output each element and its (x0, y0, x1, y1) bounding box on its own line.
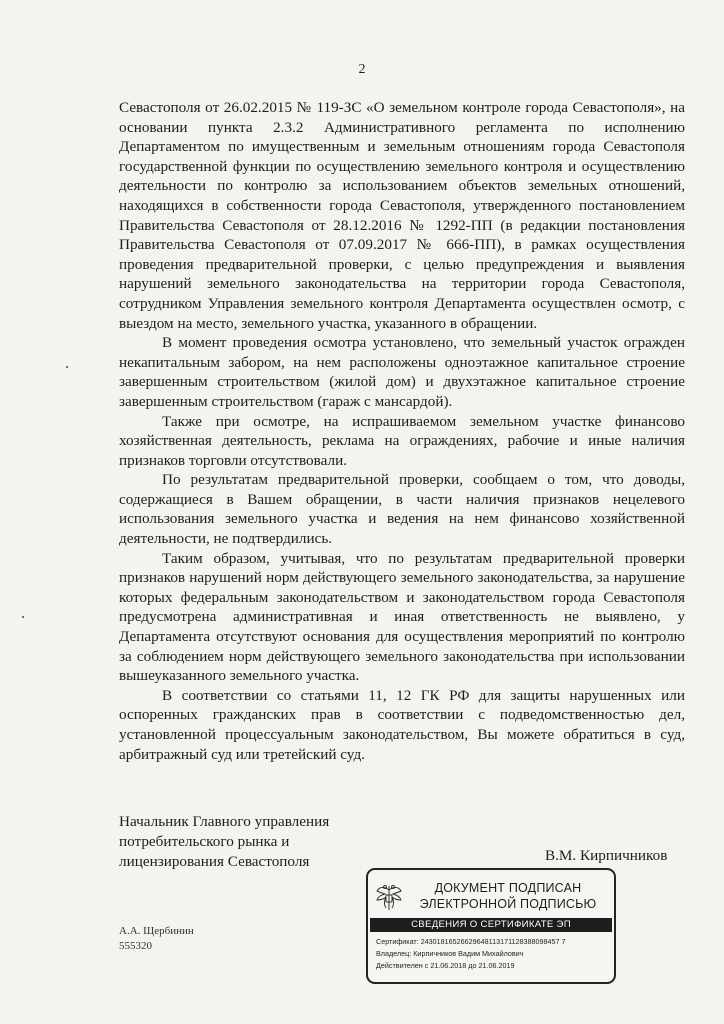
scan-speck (22, 616, 24, 618)
letter-body (119, 98, 685, 764)
stamp-title-line: ДОКУМЕНТ ПОДПИСАН (434, 881, 582, 895)
executor-phone: 555320 (119, 940, 152, 952)
electronic-signature-stamp (366, 868, 616, 984)
executor-name: А.А. Щербинин (119, 925, 194, 937)
stamp-title-line: ЭЛЕКТРОННОЙ ПОДПИСЬЮ (419, 897, 597, 911)
stamp-title (408, 880, 608, 912)
certificate-owner: Владелец: Кирпичников Вадим Михайлович (376, 949, 524, 958)
signatory-position-line: лицензирования Севастополя (119, 853, 310, 870)
signatory-name: В.М. Кирпичников (545, 847, 668, 864)
paragraph: Также при осмотре, на испрашиваемом земельном участке финансово хозяйственная деятельность, реклама на ограждениях, рабочие и иные наличия признаков торговли отсутствовали. (119, 412, 685, 469)
certificate-info-header: СВЕДЕНИЯ О СЕРТИФИКАТЕ ЭП (370, 918, 612, 932)
certificate-details (376, 936, 612, 972)
coat-of-arms-icon (374, 882, 404, 914)
paragraph: Севастополя от 26.02.2015 № 119-ЗС «О земельном контроле города Севастополя», на основании пункта 2.3.2 Административного регламента по исполнению Департаментом по имущественным и земельным отношениям города Севастополя государственной функции по осуществлению земельного контроля и осуществлению деятельности по контролю за использованием объектов земельных отношений, находящихся в собственности города Севастополя, утвержденного постановлением Правительства Севастополя от 28.12.2016 № 1292-ПП (в редакции постановления Правительства Севастополя от 07.09.2017 № 666-ПП), в рамках осуществления проведения предварительной проверки, с целью предупреждения и выявления нарушений земельного законодательства на территории города Севастополя, сотрудником Управления земельного контроля Департамента осуществлен осмотр, с выездом на место, земельного участка, указанного в обращении. (119, 99, 685, 332)
certificate-validity: Действителен с 21.06.2018 до 21.06.2019 (376, 961, 515, 970)
paragraph: Таким образом, учитывая, что по результатам предварительной проверки признаков нарушений норм действующего земельного законодательства, за нарушение которых федеральным законодательством и законодательством города Севастополя предусмотрена административная и иная ответственность не выявлено, у Департамента отсутствуют основания для осуществления мероприятий по контролю за соблюдением норм действующего земельного законодательства при использовании вышеуказанного земельного участка. (119, 549, 685, 685)
certificate-number: Сертификат: 24301816526629648113171128388098457 7 (376, 937, 566, 946)
executor-info (119, 924, 194, 954)
page-number: 2 (358, 62, 366, 77)
signatory-position (119, 812, 379, 872)
paragraph: По результатам предварительной проверки, сообщаем о том, что доводы, содержащиеся в Вашем обращении, в части наличия признаков нецелевого использования земельного участка и ведения на нем финансово хозяйственной деятельности, не подтвердились. (119, 471, 685, 548)
paragraph: В соответствии со статьями 11, 12 ГК РФ для защиты нарушенных или оспоренных гражданских прав в соответствии с подведомственностью дел, установленной процессуальным законодательством, Вы можете обратиться в суд, арбитражный суд или третейский суд. (119, 686, 685, 763)
paragraph: В момент проведения осмотра установлено, что земельный участок огражден некапитальным забором, на нем расположены одноэтажное капитальное строение завершенным строительством (жилой дом) и двухэтажное капитальное строение завершенным строительством (гараж с мансардой). (119, 334, 685, 410)
signatory-position-line: потребительского рынка и (119, 833, 290, 850)
signatory-position-line: Начальник Главного управления (119, 813, 330, 830)
scan-speck (66, 366, 68, 368)
